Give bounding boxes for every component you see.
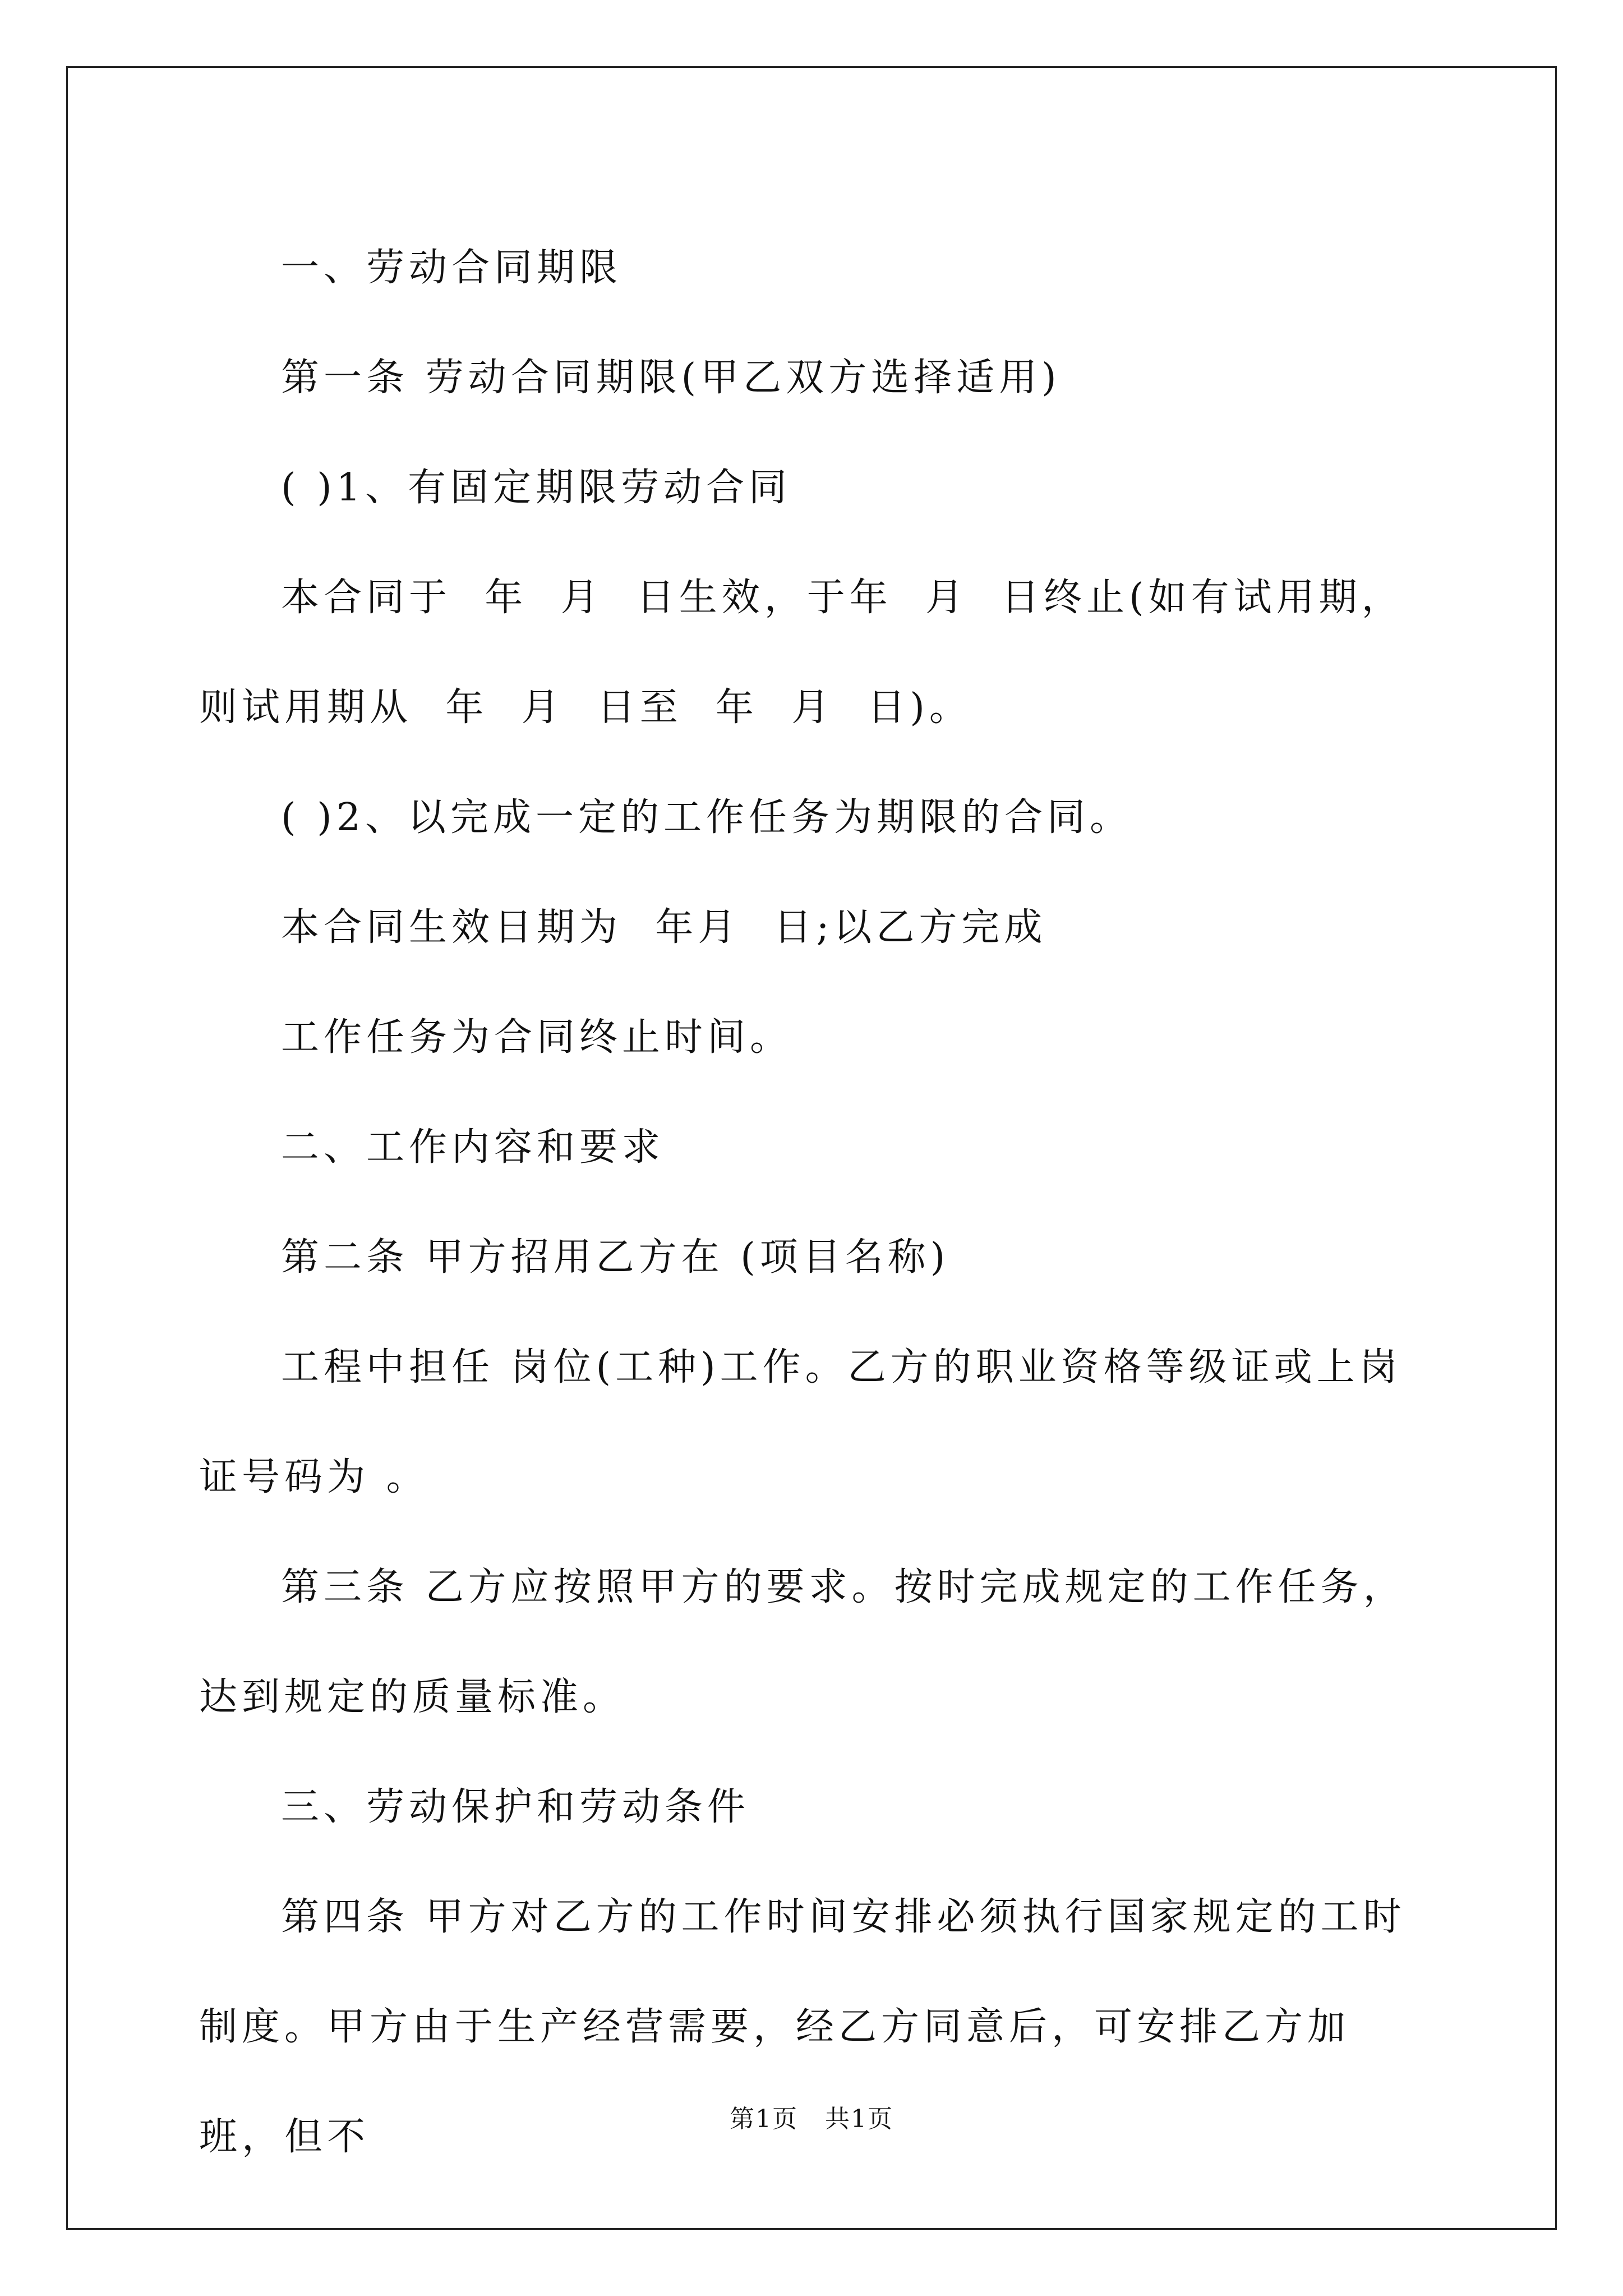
article-4: 第四条 甲方对乙方的工作时间安排必须执行国家规定的工时制度。甲方由于生产经营需要，经乙方同意后，可安排乙方加班，但不 [199, 1895, 1406, 2159]
article-2: 第二条 甲方招用乙方在 (项目名称) [281, 1235, 950, 1280]
section-heading-3: 三、劳动保护和劳动条件 [281, 1785, 750, 1829]
page-number-footer: 第1页 共1页 [730, 2105, 893, 2133]
section-heading-2: 二、工作内容和要求 [281, 1125, 665, 1170]
task-based-effective-date: 本合同生效日期为 年月 日;以乙方完成 [281, 905, 1047, 950]
option-1-fixed-term: ( )1、有固定期限劳动合同 [281, 466, 791, 510]
option-2-task-based: ( )2、以完成一定的工作任务为期限的合同。 [281, 795, 1132, 840]
fixed-term-dates: 本合同于 年 月 日生效，于年 月 日终止(如有试用期，则试用期从 年 月 日至 年 月 日)。 [199, 576, 1404, 730]
article-2-position: 工程中担任 岗位(工种)工作。乙方的职业资格等级证或上岗证号码为 。 [199, 1345, 1402, 1499]
article-1: 第一条 劳动合同期限(甲乙双方选择适用) [281, 356, 1061, 400]
task-based-termination: 工作任务为合同终止时间。 [281, 1015, 793, 1060]
document-body [199, 213, 1427, 2192]
section-heading-1: 一、劳动合同期限 [281, 246, 623, 290]
article-3: 第三条 乙方应按照甲方的要求。按时完成规定的工作任务，达到规定的质量标准。 [199, 1565, 1406, 1719]
